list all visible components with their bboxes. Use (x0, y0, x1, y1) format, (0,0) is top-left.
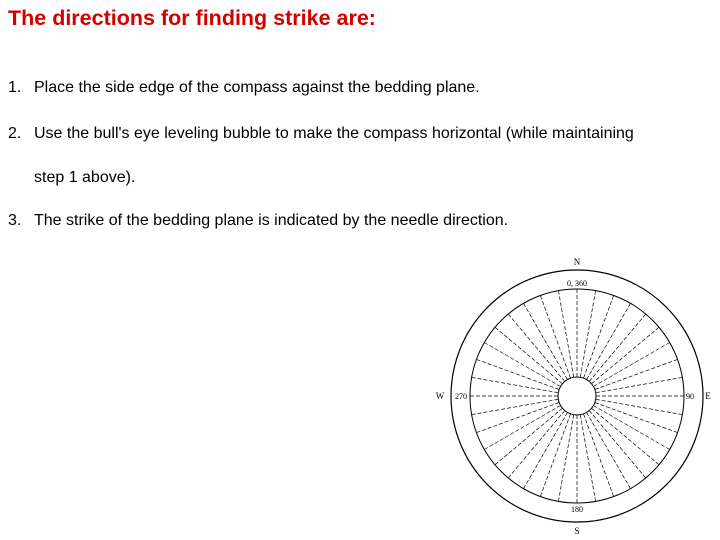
degree-label-north: 0, 360 (567, 279, 587, 288)
compass-tick-line (580, 291, 595, 378)
step-1 (8, 79, 708, 99)
compass-tick-line (580, 415, 595, 502)
north-label: N (573, 257, 581, 267)
compass-tick-line (524, 412, 568, 488)
step-number: 2. (8, 125, 22, 142)
compass-tick-line (495, 327, 562, 384)
compass-tick-line (595, 403, 678, 433)
south-label: S (574, 526, 580, 536)
compass-tick-line (524, 303, 568, 379)
compass-tick-line (540, 295, 570, 378)
compass-tick-line (592, 408, 659, 465)
compass-tick-line (589, 314, 646, 381)
compass-center-hub (558, 377, 596, 415)
step-3 (8, 212, 708, 232)
compass-tick-line (558, 415, 573, 502)
compass-tick-line (476, 359, 559, 389)
compass-tick-line (589, 411, 646, 478)
compass-tick-line (484, 343, 560, 387)
compass-tick-line (587, 303, 631, 379)
step-text: Use the bull's eye leveling bubble to make the compass horizontal (while maintaining (34, 125, 634, 142)
compass-tick-line (540, 414, 570, 497)
compass-tick-line (558, 291, 573, 378)
west-label: W (435, 391, 445, 401)
step-number: 1. (8, 79, 22, 96)
compass-tick-line (472, 377, 559, 392)
page-title: The directions for finding strike are: (8, 6, 376, 30)
step-text: Place the side edge of the compass against the bedding plane. (34, 79, 480, 96)
degree-label-east: 90 (686, 392, 694, 401)
step-number: 3. (8, 212, 22, 229)
compass-tick-line (592, 327, 659, 384)
compass-tick-line (587, 412, 631, 488)
degree-label-south: 180 (571, 505, 583, 514)
compass-tick-line (584, 295, 614, 378)
compass-tick-line (484, 406, 560, 450)
step-text-continued: step 1 above). (34, 169, 136, 186)
degree-label-west: 270 (455, 392, 467, 401)
compass-tick-line (596, 377, 683, 392)
compass-tick-line (495, 408, 562, 465)
compass-tick-line (595, 359, 678, 389)
compass-tick-line (584, 414, 614, 497)
step-2 (8, 125, 718, 189)
compass-tick-line (476, 403, 559, 433)
compass-tick-line (508, 411, 565, 478)
compass-tick-line (593, 406, 669, 450)
step-text: The strike of the bedding plane is indicated by the needle direction. (34, 212, 509, 229)
east-label: E (705, 391, 711, 401)
compass-diagram (420, 250, 720, 540)
compass-tick-line (472, 399, 559, 414)
compass-tick-line (508, 314, 565, 381)
compass-tick-line (596, 399, 683, 414)
compass-tick-line (593, 343, 669, 387)
